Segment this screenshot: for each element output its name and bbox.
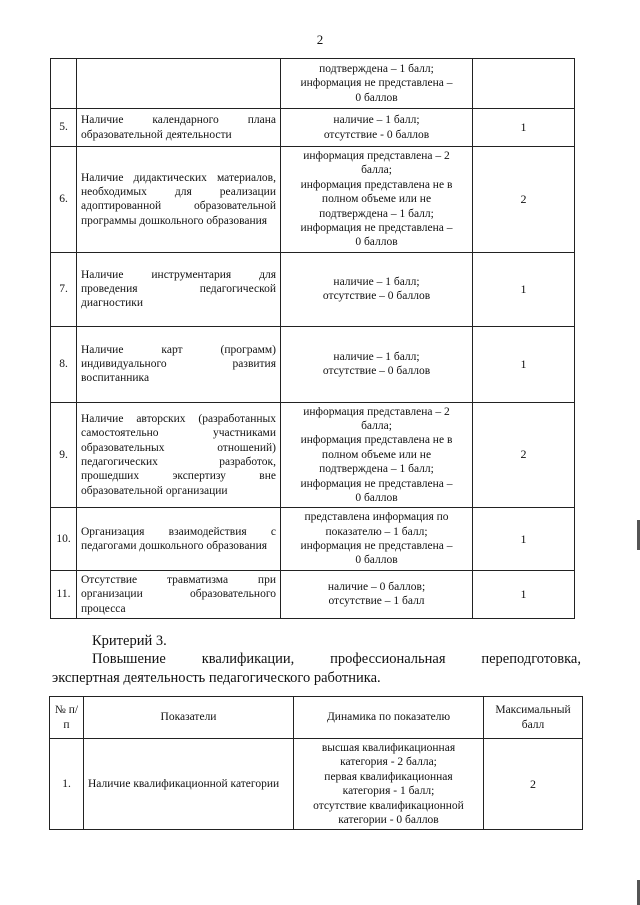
dynamics-line: балла; — [361, 420, 392, 432]
row-max-score: 2 — [484, 739, 583, 830]
criterion-description — [52, 650, 581, 688]
row-dynamics — [281, 402, 473, 508]
row-max-score: 1 — [473, 508, 575, 571]
header-max: Максимальный балл — [484, 697, 583, 739]
table-header-row — [50, 697, 583, 739]
dynamics-line: категория - 1 балл; — [342, 785, 435, 798]
dynamics-line: информация не представлена – — [300, 221, 453, 234]
row-number: 5. — [51, 109, 77, 147]
dynamics-line: информация не представлена – — [300, 540, 453, 552]
dynamics-line: информация не представлена – — [300, 77, 453, 90]
row-max-score — [473, 59, 575, 109]
dynamics-line: категория - 2 балла; — [340, 756, 437, 769]
dynamics-line: высшая квалификационная — [321, 742, 456, 754]
dynamics-line: полном объеме или не — [321, 448, 432, 461]
row-indicator — [77, 59, 281, 109]
row-max-score: 1 — [473, 570, 575, 618]
dynamics-line: 0 баллов — [355, 91, 398, 104]
dynamics-line: подтверждена – 1 балл; — [319, 207, 434, 220]
row-number: 1. — [50, 739, 84, 830]
table-row — [51, 402, 575, 508]
page-number: 2 — [316, 32, 324, 47]
dynamics-line: информация представлена не в — [300, 178, 453, 191]
row-number: 8. — [51, 326, 77, 402]
dynamics-line: отсутствие – 0 баллов — [322, 365, 431, 378]
row-number: 9. — [51, 402, 77, 508]
row-dynamics — [281, 326, 473, 402]
dynamics-line: наличие – 1 балл; — [333, 275, 420, 288]
dynamics-line: отсутствие – 1 балл — [328, 595, 425, 608]
header-num: № п/п — [50, 697, 84, 739]
row-max-score: 1 — [473, 252, 575, 326]
row-indicator: Наличие календарного плана образовательной деятельности — [77, 109, 281, 147]
row-number: 7. — [51, 252, 77, 326]
dynamics-line: категории - 0 баллов — [338, 813, 439, 826]
row-number: 6. — [51, 147, 77, 253]
criterion-3-table — [49, 696, 583, 830]
dynamics-line: наличие – 1 балл; — [333, 114, 420, 127]
dynamics-line: подтверждена – 1 балл; — [319, 62, 434, 75]
row-indicator: Наличие дидактических материалов, необходимых для реализации адоптированной образовательной программы дошкольного образования — [77, 147, 281, 253]
row-dynamics — [281, 252, 473, 326]
row-indicator: Наличие авторских (разработанных самостоятельно участниками образовательных отношений) педагогических разработок, прошедших экспертизу вне образовательной организации — [77, 402, 281, 508]
dynamics-line: 0 баллов — [355, 554, 398, 567]
row-number — [51, 59, 77, 109]
criterion-title: Критерий 3. — [92, 633, 167, 649]
dynamics-line: информация не представлена – — [300, 477, 453, 490]
row-max-score: 1 — [473, 326, 575, 402]
row-number: 11. — [51, 570, 77, 618]
dynamics-line: представлена информация по — [304, 511, 449, 524]
table-row — [50, 739, 583, 830]
row-dynamics — [281, 570, 473, 618]
row-dynamics — [281, 508, 473, 571]
table-row — [51, 109, 575, 147]
table-row — [51, 147, 575, 253]
criteria-table-continued — [50, 58, 575, 619]
dynamics-line: информация представлена – 2 — [303, 405, 450, 418]
dynamics-line: полном объеме или не — [321, 193, 432, 206]
table-row — [51, 508, 575, 571]
row-max-score: 2 — [473, 147, 575, 253]
dynamics-line: отсутствие – 0 баллов — [322, 290, 431, 303]
row-max-score: 2 — [473, 402, 575, 508]
dynamics-line: подтверждена – 1 балл; — [319, 463, 434, 476]
row-dynamics — [281, 109, 473, 147]
table-row — [51, 252, 575, 326]
row-indicator: Организация взаимодействия с педагогами дошкольного образования — [77, 508, 281, 571]
table-row — [51, 326, 575, 402]
criterion-description-line-1: Повышение квалификации, профессиональная переподготовка, — [92, 651, 581, 667]
dynamics-line: первая квалификационная — [324, 770, 453, 783]
header-dynamics: Динамика по показателю — [294, 697, 484, 739]
dynamics-line: показателю – 1 балл; — [325, 525, 428, 538]
dynamics-line: 0 баллов — [355, 236, 398, 249]
row-indicator: Наличие инструментария для проведения педагогической диагностики — [77, 252, 281, 326]
dynamics-line: балла; — [361, 164, 392, 177]
dynamics-line: наличие – 0 баллов; — [327, 580, 426, 593]
row-max-score: 1 — [473, 109, 575, 147]
row-dynamics — [281, 59, 473, 109]
dynamics-line: 0 баллов — [355, 491, 398, 504]
row-indicator: Наличие карт (программ) индивидуального развития воспитанника — [77, 326, 281, 402]
header-indicator: Показатели — [84, 697, 294, 739]
dynamics-line: отсутствие - 0 баллов — [323, 128, 430, 141]
dynamics-line: наличие – 1 балл; — [333, 350, 420, 363]
dynamics-line: информация представлена – 2 — [303, 150, 450, 162]
dynamics-line: информация представлена не в — [300, 434, 453, 447]
table-row — [51, 570, 575, 618]
row-indicator: Наличие квалификационной категории — [84, 739, 294, 830]
row-dynamics — [281, 147, 473, 253]
criterion-description-line-2: экспертная деятельность педагогического работника. — [52, 669, 381, 686]
dynamics-line: отсутствие квалификационной — [313, 799, 464, 812]
row-indicator: Отсутствие травматизма при организации образовательного процесса — [77, 570, 281, 618]
table-row — [51, 59, 575, 109]
row-dynamics — [294, 739, 484, 830]
row-number: 10. — [51, 508, 77, 571]
